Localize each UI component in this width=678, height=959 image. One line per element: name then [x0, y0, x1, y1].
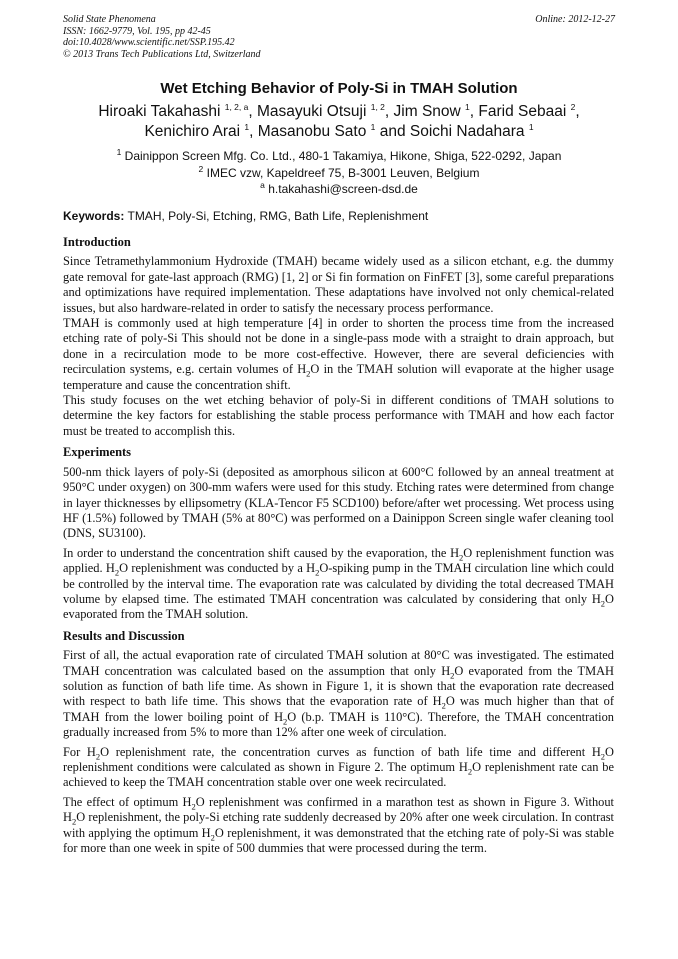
author-name: Kenichiro Arai — [144, 123, 241, 140]
paragraph: The effect of optimum $H_2O$ replenishment was confirmed in a marathon test as shown in Figure 3. Without $H_2O$ replenishment, the poly-Si etching rate suddenly decreased by 20% after one week circulation. In contrast with applying the optimum $H_2O$ replenishment, it was demonstrated that the etching rate of poly-Si was stable for more than one week in spite of 500 dummies that were processed during the term. — [63, 794, 614, 856]
keywords-text: TMAH, Poly-Si, Etching, RMG, Bath Life, Replenishment — [127, 209, 429, 223]
section-results — [63, 629, 614, 857]
paragraph: Since Tetramethylammonium Hydroxide (TMAH) became widely used as a silicon etchant, e.g. the dummy gate removal for gate-last approach (RMG) [1, 2] or Si fin formation on FinFET [3], some careful preparations and optimizations have required implementation. These adaptations have involved not only chemical-related issues, but also hardware-related in order to satisfy the necessary process performance. — [63, 254, 614, 315]
author-affiliation-mark: 1 — [528, 121, 534, 132]
author-conjunction: and — [379, 123, 406, 140]
section-introduction — [63, 235, 614, 439]
issn-line: ISSN: 1662-9779, Vol. 195, pp 42-45 — [63, 25, 211, 37]
author-affiliation-mark: 1, 2, a — [224, 101, 249, 112]
affiliation-list — [40, 148, 638, 198]
author-name: Soichi Nadahara — [409, 123, 525, 140]
keywords-label: Keywords: — [63, 209, 125, 223]
author-affiliation-mark: 2 — [570, 101, 576, 112]
author-affiliation-mark: 1, 2 — [370, 101, 385, 112]
section-heading: Results and Discussion — [63, 628, 185, 643]
corresponding-email: $^a$ h.takahashi@screen-dsd.de — [260, 180, 418, 196]
paragraph: In order to understand the concentration shift caused by the evaporation, the $H_2O$ replenishment function was applied. $H_2O$ replenishment was conducted by a $H_2O$-spiking pump in the TMAH circulation line which could be controlled by the interval time. The evaporation rate was calculated by dividing the total decreased TMAH volume by elapsed time. The estimated TMAH concentration was calculated by considering that only $H_2O$ evaporated from the TMAH solution. — [63, 545, 614, 622]
affiliation-1: $^1$ Dainippon Screen Mfg. Co. Ltd., 480-1 Takamiya, Hikone, Shiga, 522-0292, Japan — [116, 147, 562, 163]
author-name: Farid Sebaai — [478, 103, 567, 120]
paragraph: TMAH is commonly used at high temperature [4] in order to shorten the process time from the increased etching rate of poly-Si This should not be done in a single-pass mode with a straight to drain approach, but done in a recirculation mode to be more cost-effective. However, there are several deficiencies with recirculation systems, e.g. certain volumes of $H_2O$ in the TMAH solution will evaporate at the higher usage temperature and cause the concentration shift. — [63, 316, 614, 392]
paragraph: For $H_2O$ replenishment rate, the concentration curves as function of bath life time and different $H_2O$ replenishment conditions were calculated as shown in Figure 2. The optimum $H_2O$ replenishment rate can be achieved to keep the TMAH concentration stable over one week recirculated. — [63, 744, 614, 790]
author-list: Hiroaki Takahashi $^{1, 2, a}$, Masayuki Otsuji $^{1, 2}$, Jim Snow $^1$, Farid Sebaai $^2$, Kenichiro Arai $^1$, Masanobu Sato $^1$ and Soichi Nadahara $^1$ — [98, 101, 580, 140]
paragraph: This study focuses on the wet etching behavior of poly-Si in different conditions of TMAH solutions to determine the key factors for establishing the stable process performance with TMAH and how each factor must be treated to accomplish this. — [63, 393, 614, 438]
author-name: Jim Snow — [393, 103, 461, 120]
journal-name: Solid State Phenomena — [63, 14, 156, 25]
paper-title: Wet Etching Behavior of Poly-Si in TMAH Solution — [160, 80, 518, 97]
author-affiliation-mark: 1 — [370, 121, 376, 132]
author-affiliation-mark: 1 — [465, 101, 470, 112]
author-affiliation-mark: 1 — [244, 121, 250, 132]
section-experiments — [63, 445, 614, 622]
author-name: Masanobu Sato — [257, 123, 367, 140]
paragraph: First of all, the actual evaporation rate of circulated TMAH solution at 80°C was investigated. The estimated TMAH concentration was calculated based on the assumption that only $H_2O$ evaporated from the TMAH solution as function of bath life time. As shown in Figure 1, it is shown that the evaporation rate decreased with respect to bath life time. This shows that the evaporation rate of $H_2O$ was much higher than that of TMAH from the lower boiling point of $H_2O$ (b.p. TMAH is 110°C). Therefore, the TMAH concentration gradually increased from 5% to more than 12% after one week of circulation. — [63, 648, 614, 740]
paper-body — [63, 235, 614, 856]
author-name: Hiroaki Takahashi — [98, 103, 221, 120]
section-heading: Experiments — [63, 445, 132, 460]
journal-header — [63, 14, 615, 60]
copyright-line: © 2013 Trans Tech Publications Ltd, Switzerland — [63, 48, 261, 60]
section-heading: Introduction — [63, 235, 131, 249]
affiliation-2: $^2$ IMEC vzw, Kapeldreef 75, B-3001 Leuven, Belgium — [198, 163, 480, 180]
paragraph: 500-nm thick layers of poly-Si (deposited as amorphous silicon at 600°C followed by an anneal treatment at 950°C under oxygen) on 300-mm wafers were used for this study. Etching rates were determined from change in layer thicknesses by ellipsometry (KLA-Tencor F5 SCD100) before/after wet processing. Wet process using HF (1.5%) followed by TMAH (5% at 80°C) was performed on a Dainippon Screen single wafer cleaning tool (DNS, SU3100). — [63, 464, 614, 541]
online-date: Online: 2012-12-27 — [535, 14, 615, 25]
doi-line: doi:10.4028/www.scientific.net/SSP.195.42 — [63, 37, 235, 48]
keywords-line — [63, 209, 615, 223]
author-name: Masayuki Otsuji — [257, 103, 367, 120]
